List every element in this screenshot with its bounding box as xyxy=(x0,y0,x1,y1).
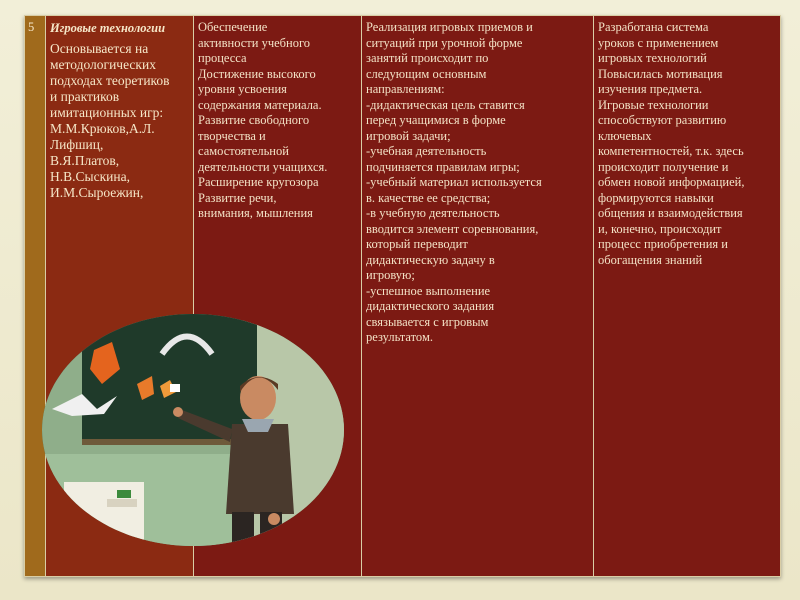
implementation-cell xyxy=(362,16,594,577)
text-line: дидактического задания xyxy=(366,299,495,313)
text-line: Развитие речи, xyxy=(198,190,277,205)
text-line: Развитие свободного xyxy=(198,113,310,127)
text-line: обмен новой информацией, xyxy=(598,175,745,189)
technology-description xyxy=(50,41,189,201)
text-line: игровой задачи; xyxy=(366,128,451,143)
text-line: обогащения знаний xyxy=(598,252,703,267)
text-line: происходит получение и xyxy=(598,159,729,174)
text-line: связывается с игровым xyxy=(366,314,489,329)
text-line: -учебная деятельность xyxy=(366,144,487,158)
text-line: компетентностей, т.к. здесь xyxy=(598,144,744,158)
text-line: Лифшиц, xyxy=(50,137,104,152)
text-line: содержания материала. xyxy=(198,97,322,112)
text-line: Реализация игровых приемов и xyxy=(366,20,533,34)
text-line: -дидактическая цель ставится xyxy=(366,97,525,112)
text-line: который переводит xyxy=(366,237,468,251)
text-line: результатом. xyxy=(366,330,433,344)
text-line: деятельности учащихся. xyxy=(198,159,328,174)
results-cell xyxy=(594,16,781,577)
text-line: Н.В.Сыскина, xyxy=(50,169,130,184)
text-line: Основывается на xyxy=(50,41,149,56)
text-line: И.М.Сыроежин, xyxy=(50,185,144,200)
text-line: активности учебного xyxy=(198,35,311,50)
text-line: ситуаций при урочной форме xyxy=(366,35,523,50)
text-line: дидактическую задачу в xyxy=(366,252,495,267)
text-line: М.М.Крюков,А.Л. xyxy=(50,121,155,136)
text-line: -учебный материал используется xyxy=(366,175,542,189)
technology-title: Игровые технологии xyxy=(50,21,166,35)
text-line: в. качестве ее средства; xyxy=(366,190,491,205)
text-line: имитационных игр: xyxy=(50,105,164,120)
paper-piece xyxy=(170,384,180,392)
row-number: 5 xyxy=(28,20,35,34)
text-line: Достижение высокого xyxy=(198,66,316,81)
text-line: уровня усвоения xyxy=(198,82,287,96)
text-line: направлениям: xyxy=(366,82,445,96)
boy-hand xyxy=(173,407,183,417)
text-line: -в учебную деятельность xyxy=(366,206,500,220)
text-line: подходах теоретиков xyxy=(50,73,170,88)
text-line: В.Я.Платов, xyxy=(50,153,120,168)
text-line: Повысилась мотивация xyxy=(598,66,723,81)
text-line: -успешное выполнение xyxy=(366,283,491,298)
text-line: и, конечно, происходит xyxy=(598,221,722,236)
text-line: игровую; xyxy=(366,268,415,282)
text-line: игровых технологий xyxy=(598,51,707,65)
text-line: ключевых xyxy=(598,128,652,143)
text-line: подчиняется правилам игры; xyxy=(366,159,520,174)
text-line: методологических xyxy=(50,57,156,72)
text-line: изучения предмета. xyxy=(598,82,703,96)
text-line: следующим основным xyxy=(366,66,487,81)
text-line: Разработана система xyxy=(598,20,709,34)
text-line: процесс приобретения и xyxy=(598,237,728,251)
cabinet-handle xyxy=(107,499,137,507)
text-line: Обеспечение xyxy=(198,20,268,34)
text-line: перед учащимися в форме xyxy=(366,113,506,127)
green-object xyxy=(117,490,131,498)
text-line: Игровые технологии xyxy=(598,97,709,112)
text-line: процесса xyxy=(198,51,247,65)
text-line: самостоятельной xyxy=(198,144,289,158)
text-line: творчества и xyxy=(198,128,266,143)
text-line: внимания, мышления xyxy=(198,206,313,220)
classroom-illustration xyxy=(42,314,344,546)
text-line: Расширение кругозора xyxy=(198,175,319,189)
text-line: общения и взаимодействия xyxy=(598,206,743,220)
row-number-cell xyxy=(25,16,46,577)
text-line: вводится элемент соревнования, xyxy=(366,221,539,236)
text-line: и практиков xyxy=(50,89,120,104)
boy-hand-right xyxy=(268,513,280,525)
text-line: уроков с применением xyxy=(598,35,719,50)
text-line: формируются навыки xyxy=(598,190,714,205)
boy-sweater xyxy=(226,424,294,514)
text-line: занятий происходит по xyxy=(366,51,489,65)
classroom-photo xyxy=(42,314,344,546)
text-line: способствуют развитию xyxy=(598,113,727,127)
